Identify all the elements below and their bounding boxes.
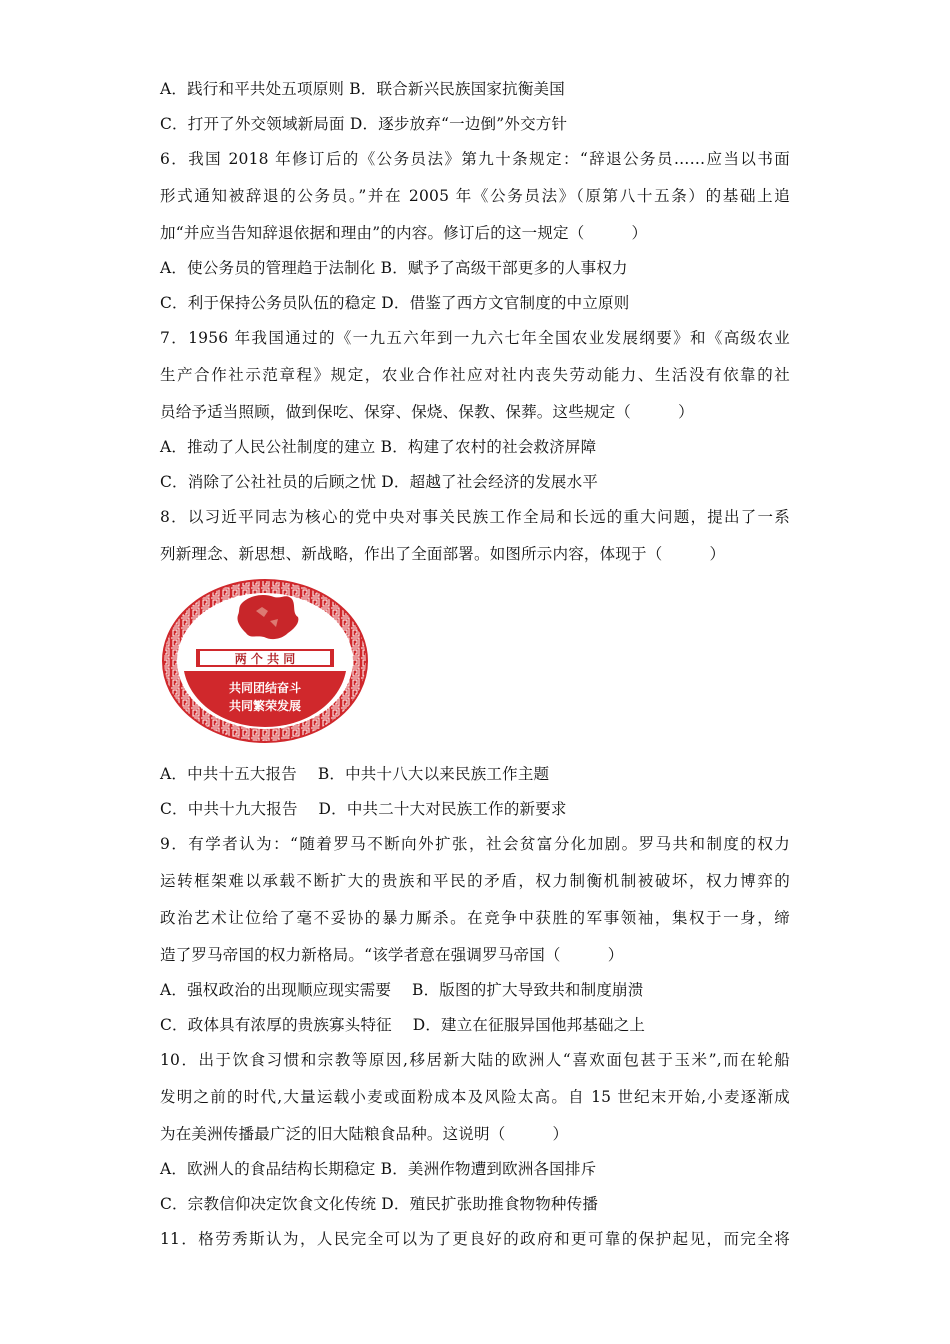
banner-text: 两 个 共 同 [234,652,296,666]
slogan-line-1: 共同团结奋斗 [228,681,302,695]
option-line: C．宗教信仰决定饮食文化传统 D．殖民扩张助推食物物种传播 [160,1195,599,1213]
question-7-line: 7．1956 年我国通过的《一九五六年到一九六七年全国农业发展纲要》和《高级农业 [160,329,790,347]
option-line: C．消除了公社社员的后顾之忧 D．超越了社会经济的发展水平 [160,473,599,491]
question-7-line: 生产合作社示范章程》规定，农业合作社应对社内丧失劳动能力、生活没有依靠的社 [160,366,790,384]
question-6-line: 形式通知被辞退的公务员。”并在 2005 年《公务员法》（原第八十五条）的基础上追 [160,187,790,205]
question-11-line: 11．格劳秀斯认为，人民完全可以为了更良好的政府和更可靠的保护起见，而完全将 [160,1230,790,1248]
option-line: C．政体具有浓厚的贵族寡头特征 D．建立在征服异国他邦基础之上 [160,1016,646,1034]
question-7-line: 员给予适当照顾，做到保吃、保穿、保烧、保教、保葬。这些规定（ ） [160,403,694,421]
question-9-line: 造了罗马帝国的权力新格局。“该学者意在强调罗马帝国（ ） [160,946,624,964]
question-8-line: 列新理念、新思想、新战略，作出了全面部署。如图所示内容，体现于（ ） [160,545,726,563]
option-line: A．欧洲人的食品结构长期稳定 B．美洲作物遭到欧洲各国排斥 [160,1160,597,1178]
emblem-graphic [160,577,370,745]
question-10-line: 为在美洲传播最广泛的旧大陆粮食品种。这说明（ ） [160,1125,569,1143]
option-line: C．中共十九大报告 D．中共二十大对民族工作的新要求 [160,800,567,818]
option-line: C．打开了外交领域新局面 D．逐步放弃“一边倒”外交方针 [160,115,568,133]
option-line: A．践行和平共处五项原则 B．联合新兴民族国家抗衡美国 [160,80,565,98]
slogan-line-2: 共同繁荣发展 [228,699,302,713]
option-line: A．推动了人民公社制度的建立 B．构建了农村的社会救济屏障 [160,438,597,456]
option-line: C．利于保持公务员队伍的稳定 D．借鉴了西方文官制度的中立原则 [160,294,630,312]
question-6-line: 加“并应当告知辞退依据和理由”的内容。修订后的这一规定（ ） [160,224,648,242]
question-8-line: 8．以习近平同志为核心的党中央对事关民族工作全局和长远的重大问题，提出了一系 [160,508,790,526]
question-6-line: 6．我国 2018 年修订后的《公务员法》第九十条规定：“辞退公务员……应当以书面 [160,150,790,168]
question-9-line: 9．有学者认为：“随着罗马不断向外扩张，社会贫富分化加剧。罗马共和制度的权力 [160,835,790,853]
question-9-line: 运转框架难以承载不断扩大的贵族和平民的矛盾，权力制衡机制被破坏，权力博弈的 [160,872,790,890]
question-10-line: 发明之前的时代,大量运载小麦或面粉成本及风险太高。自 15 世纪末开始,小麦逐渐成 [160,1088,790,1106]
option-line: A．使公务员的管理趋于法制化 B．赋予了高级干部更多的人事权力 [160,259,628,277]
option-line: A．强权政治的出现顺应现实需要 B．版图的扩大导致共和制度崩溃 [160,981,644,999]
two-commons-emblem [160,577,370,745]
question-10-line: 10．出于饮食习惯和宗教等原因,移居新大陆的欧洲人“喜欢面包甚于玉米”,而在轮船 [160,1051,790,1069]
question-9-line: 政治艺术让位给了毫不妥协的暴力厮杀。在竞争中获胜的军事领袖，集权于一身，缔 [160,909,790,927]
option-line: A．中共十五大报告 B．中共十八大以来民族工作主题 [160,765,550,783]
